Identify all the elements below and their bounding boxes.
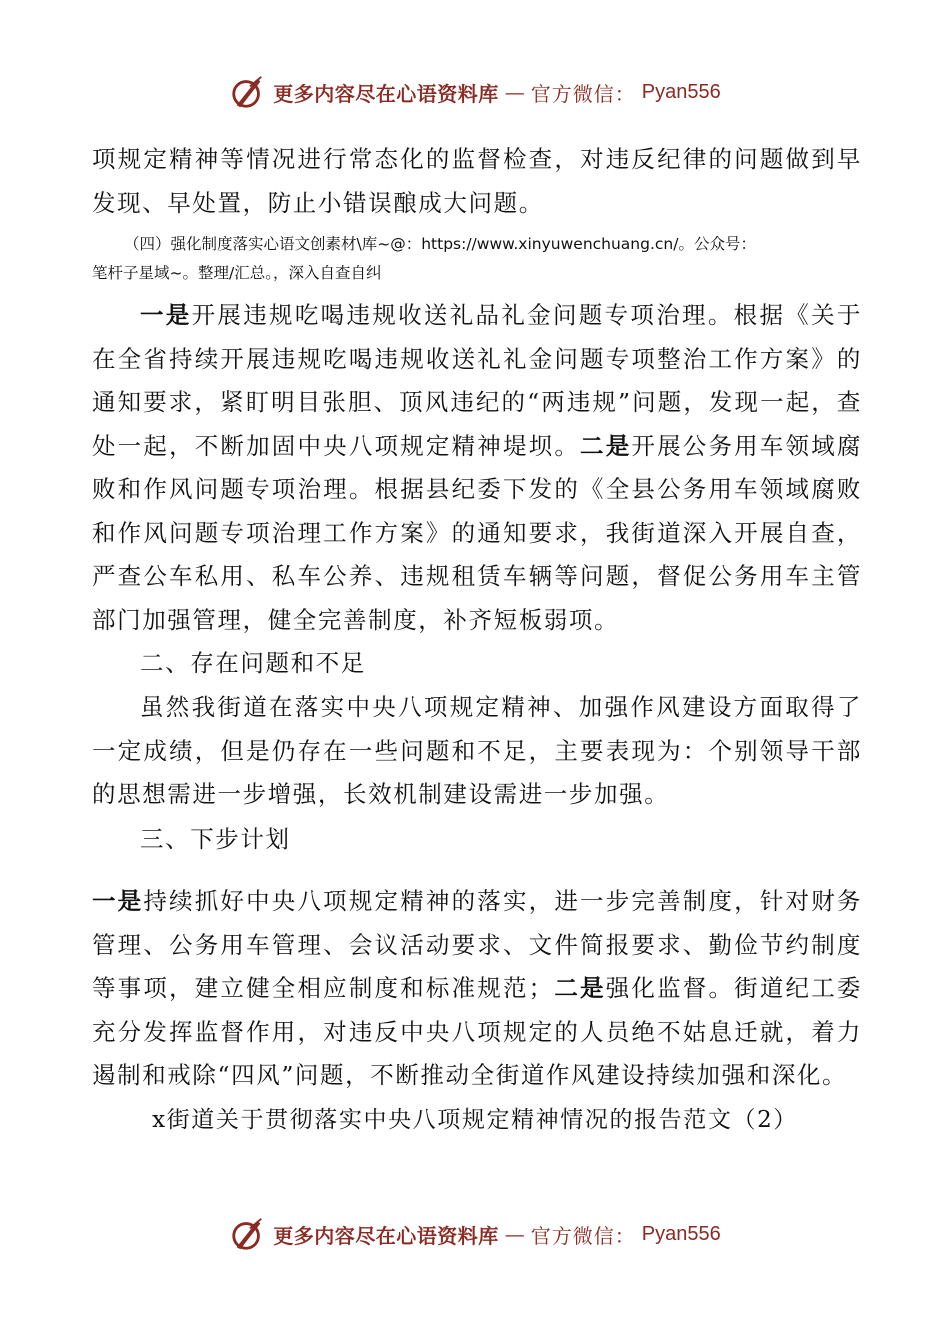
paragraph-1 <box>92 138 862 225</box>
paragraph-text: 一是持续抓好中央八项规定精神的落实，进一步完善制度，针对财务管理、公务用车管理、会议活动要求、文件简报要求、勤俭节约制度等事项，建立健全相应制度和标准规范；二是强化监督。街道纪工委充分发挥监督作用，对违反中央八项规定的人员绝不姑息迁就，着力遏制和戒除“四风”问题，不断推动全街道作风建设持续加强和深化。 <box>92 887 863 1089</box>
subheading-line-2: 笔杆子星域~。整理/汇总。，深入自查自纠 <box>92 264 382 282</box>
heading-text: 二、存在问题和不足 <box>140 649 366 677</box>
paragraph-text: 项规定精神等情况进行常态化的监督检查，对违反纪律的问题做到早发现、早处置，防止小错误酿成大问题。 <box>92 145 862 217</box>
banner-site-text: 更多内容尽在心语资料库 <box>273 81 499 106</box>
next-document-title: x街道关于贯彻落实中央八项规定精神情况的报告范文（2） <box>152 1107 798 1133</box>
bold-lead-2: 二是 <box>580 431 632 460</box>
quill-logo-icon <box>229 1215 267 1253</box>
banner-wechat-id: Pyan556 <box>641 1222 721 1245</box>
subheading-line-1: （四）强化制度落实心语文创素材\库~@：https://www.xinyuwenchuang.cn/。公众号： <box>124 235 756 253</box>
section-heading-3 <box>92 818 862 862</box>
banner-dash: — <box>504 80 525 104</box>
banner-site-text: 更多内容尽在心语资料库 <box>273 1223 499 1248</box>
bold-lead-1: 一是 <box>140 301 192 329</box>
paragraph-4 <box>92 880 862 1098</box>
paragraph-text: 虽然我街道在落实中央八项规定精神、加强作风建设方面取得了一定成绩，但是仍存在一些问题和不足，主要表现为：个别领导干部的思想需进一步增强，长效机制建设需进一步加强。 <box>92 693 862 808</box>
banner-wechat-label: 官方微信： <box>530 81 636 106</box>
heading-text: 三、下步计划 <box>140 825 291 853</box>
quill-logo-icon <box>229 73 267 111</box>
paragraph-2 <box>92 294 862 642</box>
paragraph-3 <box>92 686 862 817</box>
section-heading-2 <box>92 642 862 686</box>
banner-dash: — <box>504 1222 525 1246</box>
header-banner <box>0 70 950 114</box>
bold-lead-2: 二是 <box>553 974 606 1002</box>
banner-wechat-id: Pyan556 <box>641 80 721 103</box>
bold-lead-1: 一是 <box>92 887 144 915</box>
footer-banner <box>0 1212 950 1256</box>
banner-wechat-label: 官方微信： <box>530 1223 636 1248</box>
paragraph-text: 一是开展违规吃喝违规收送礼品礼金问题专项治理。根据《关于在全省持续开展违规吃喝违规收送礼礼金问题专项整治工作方案》的通知要求，紧盯明目张胆、顶风违纪的“两违规”问题，发现一起，查处一起，不断加固中央八项规定精神堤坝。二是开展公务用车领域腐败和作风问题专项治理。根据县纪委下发的《全县公务用车领域腐败和作风问题专项治理工作方案》的通知要求，我街道深入开展自查，严查公车私用、私车公养、违规租赁车辆等问题，督促公务用车主管部门加强管理，健全完善制度，补齐短板弱项。 <box>92 301 862 634</box>
subheading-four <box>92 230 872 288</box>
